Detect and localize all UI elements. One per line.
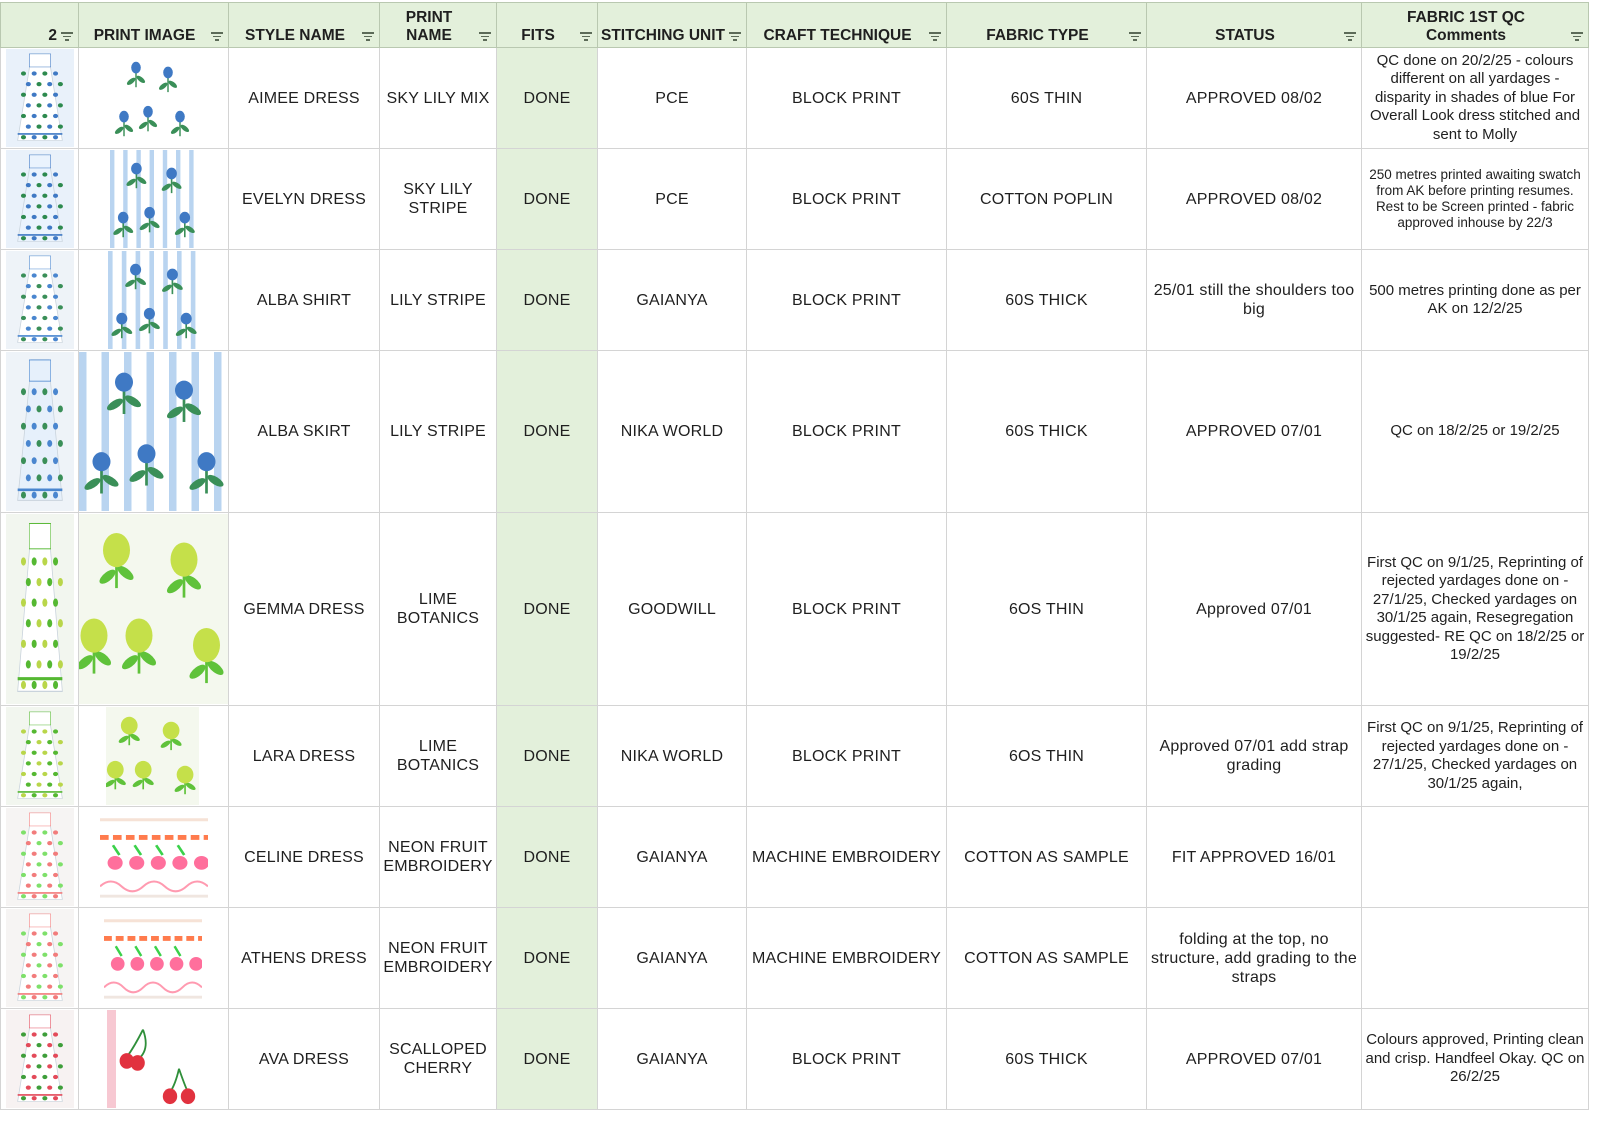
cell-craft-technique[interactable] — [747, 250, 947, 351]
header-row-number[interactable] — [1, 3, 79, 48]
qc-comment-text: 500 metres printing done as per AK on 12/2/25 — [1369, 281, 1581, 317]
status-text: folding at the top, no structure, add grading to the straps — [1151, 930, 1357, 986]
cell-craft-technique[interactable] — [747, 908, 947, 1009]
cell-dress-image[interactable] — [1, 250, 79, 351]
status-text: 25/01 still the shoulders too big — [1153, 282, 1355, 318]
fabric-type-text: COTTON AS SAMPLE — [964, 848, 1129, 866]
style-name-text: CELINE DRESS — [244, 848, 364, 866]
cell-dress-image[interactable] — [1, 513, 79, 706]
fabric-type-text: COTTON AS SAMPLE — [964, 949, 1129, 967]
cell-dress-image[interactable] — [1, 351, 79, 513]
cell-status[interactable] — [1147, 351, 1362, 513]
cell-style-name[interactable] — [229, 351, 380, 513]
cell-print-name[interactable] — [380, 908, 497, 1009]
print-swatch-image[interactable] — [112, 49, 192, 147]
cell-style-name[interactable] — [229, 513, 380, 706]
fabric-type-text: 60S THICK — [1005, 423, 1088, 440]
cell-style-name[interactable] — [229, 908, 380, 1009]
spreadsheet-grid — [0, 2, 1589, 1110]
fits-text: DONE — [523, 747, 571, 765]
status-text: APPROVED 07/01 — [1185, 423, 1323, 440]
print-swatch-image[interactable] — [100, 808, 208, 906]
header-label: STYLE NAME — [245, 27, 345, 44]
cell-style-name[interactable] — [229, 250, 380, 351]
cell-dress-image[interactable] — [1, 908, 79, 1009]
print-name-text: NEON FRUIT EMBROIDERY — [383, 940, 493, 976]
cell-craft-technique[interactable] — [747, 513, 947, 706]
print-name-text: LIME BOTANICS — [396, 591, 480, 627]
cell-fits[interactable] — [497, 1009, 598, 1110]
stitching-unit-text: PCE — [655, 190, 689, 208]
cell-craft-technique[interactable] — [747, 48, 947, 149]
cell-fits[interactable] — [497, 351, 598, 513]
print-name-text: SCALLOPED CHERRY — [389, 1041, 487, 1077]
craft-technique-text: BLOCK PRINT — [792, 747, 901, 765]
cell-qc-comments[interactable] — [1362, 1009, 1589, 1110]
craft-technique-text: BLOCK PRINT — [792, 423, 901, 440]
dress-thumbnail[interactable] — [6, 251, 74, 349]
status-text: APPROVED 07/01 — [1185, 1050, 1323, 1068]
cell-qc-comments[interactable] — [1362, 807, 1589, 908]
dress-thumbnail[interactable] — [6, 49, 74, 147]
cell-stitching-unit[interactable] — [598, 250, 747, 351]
cell-status[interactable] — [1147, 908, 1362, 1009]
cell-print-name[interactable] — [380, 1009, 497, 1110]
header-label: FABRIC TYPE — [986, 27, 1089, 44]
cell-style-name[interactable] — [229, 149, 380, 250]
header-row — [1, 3, 1589, 48]
print-swatch-image[interactable] — [108, 251, 200, 349]
cell-dress-image[interactable] — [1, 1009, 79, 1110]
stitching-unit-text: PCE — [655, 89, 689, 107]
header-label: 2 — [48, 27, 57, 44]
filter-icon[interactable] — [929, 32, 941, 41]
cell-fits[interactable] — [497, 807, 598, 908]
cell-stitching-unit[interactable] — [598, 1009, 747, 1110]
fits-text: DONE — [523, 1050, 571, 1068]
cell-print-name[interactable] — [380, 513, 497, 706]
cell-stitching-unit[interactable] — [598, 351, 747, 513]
stitching-unit-text: NIKA WORLD — [620, 747, 724, 765]
stitching-unit-text: GAIANYA — [636, 1050, 708, 1068]
fabric-type-text: COTTON POPLIN — [980, 190, 1113, 208]
cell-fabric-type[interactable] — [947, 351, 1147, 513]
print-name-text: SKY LILY MIX — [386, 89, 490, 107]
style-name-text: ALBA SKIRT — [257, 423, 351, 440]
print-swatch-image[interactable] — [104, 909, 202, 1007]
filter-icon[interactable] — [479, 32, 491, 41]
cell-status[interactable] — [1147, 513, 1362, 706]
header-fabric-type[interactable] — [947, 3, 1147, 48]
print-name-text: LIME BOTANICS — [396, 738, 480, 774]
cell-craft-technique[interactable] — [747, 1009, 947, 1110]
fits-text: DONE — [523, 848, 571, 866]
cell-craft-technique[interactable] — [747, 706, 947, 807]
cell-print-name[interactable] — [380, 48, 497, 149]
header-stitching-unit[interactable] — [598, 3, 747, 48]
header-label: PRINT NAME — [405, 9, 453, 44]
print-name-text: SKY LILY STRIPE — [403, 181, 473, 217]
print-name-text: LILY STRIPE — [390, 291, 486, 309]
fabric-type-text: 60S THICK — [1005, 1050, 1088, 1068]
cell-print-image[interactable] — [79, 351, 229, 513]
cell-fabric-type[interactable] — [947, 807, 1147, 908]
cell-fabric-type[interactable] — [947, 513, 1147, 706]
qc-comment-text: Colours approved, Printing clean and crisp. Handfeel Okay. QC on 26/2/25 — [1365, 1031, 1585, 1086]
fabric-type-text: 6OS THIN — [1008, 747, 1085, 765]
cell-qc-comments[interactable] — [1362, 706, 1589, 807]
cell-print-name[interactable] — [380, 807, 497, 908]
style-name-text: ATHENS DRESS — [241, 949, 367, 967]
cell-status[interactable] — [1147, 706, 1362, 807]
cell-status[interactable] — [1147, 48, 1362, 149]
header-label: CRAFT TECHNIQUE — [763, 27, 912, 44]
filter-icon[interactable] — [1344, 32, 1356, 41]
cell-print-image[interactable] — [79, 1009, 229, 1110]
print-swatch-image[interactable] — [107, 1010, 197, 1108]
style-name-text: LARA DRESS — [252, 747, 356, 765]
style-name-text: ALBA SHIRT — [256, 291, 352, 309]
status-text: APPROVED 08/02 — [1185, 190, 1323, 208]
print-swatch-image[interactable] — [110, 150, 198, 248]
cell-craft-technique[interactable] — [747, 149, 947, 250]
status-text: Approved 07/01 add strap grading — [1159, 738, 1349, 774]
filter-icon[interactable] — [211, 32, 223, 41]
qc-comment-text: QC done on 20/2/25 - colours different on all yardages - disparity in shades of blue For Overall Look dress stitched and sent to Molly — [1369, 51, 1581, 143]
cell-style-name[interactable] — [229, 1009, 380, 1110]
header-status[interactable] — [1147, 3, 1362, 48]
fabric-type-text: 60S THIN — [1010, 89, 1083, 107]
cell-status[interactable] — [1147, 1009, 1362, 1110]
header-fits[interactable] — [497, 3, 598, 48]
cell-fits[interactable] — [497, 48, 598, 149]
fits-text: DONE — [523, 423, 571, 440]
cell-stitching-unit[interactable] — [598, 807, 747, 908]
dress-thumbnail[interactable] — [6, 909, 74, 1007]
cell-stitching-unit[interactable] — [598, 48, 747, 149]
cell-fabric-type[interactable] — [947, 48, 1147, 149]
cell-stitching-unit[interactable] — [598, 513, 747, 706]
header-label: FITS — [521, 27, 555, 44]
style-name-text: AIMEE DRESS — [248, 89, 360, 107]
cell-dress-image[interactable] — [1, 48, 79, 149]
craft-technique-text: MACHINE EMBROIDERY — [751, 949, 942, 967]
cell-stitching-unit[interactable] — [598, 149, 747, 250]
cell-print-image[interactable] — [79, 149, 229, 250]
craft-technique-text: BLOCK PRINT — [792, 190, 901, 208]
table-row — [1, 706, 1589, 807]
table-row — [1, 908, 1589, 1009]
style-name-text: GEMMA DRESS — [243, 600, 365, 618]
qc-comment-text: First QC on 9/1/25, Reprinting of rejected yardages done on - 27/1/25, Checked yardages on 30/1/25 again, Resegregation suggested- RE QC on 18/2/25 or 19/2/25 — [1365, 553, 1585, 663]
filter-icon[interactable] — [61, 32, 73, 41]
cell-print-image[interactable] — [79, 48, 229, 149]
cell-print-image[interactable] — [79, 908, 229, 1009]
table-row — [1, 48, 1589, 149]
header-label: PRINT IMAGE — [93, 27, 196, 44]
cell-dress-image[interactable] — [1, 807, 79, 908]
cell-fabric-type[interactable] — [947, 706, 1147, 807]
header-print-name[interactable] — [380, 3, 497, 48]
cell-print-name[interactable] — [380, 351, 497, 513]
cell-fits[interactable] — [497, 908, 598, 1009]
cell-stitching-unit[interactable] — [598, 706, 747, 807]
header-label: STITCHING UNIT — [601, 27, 725, 44]
header-label: STATUS — [1215, 27, 1275, 44]
cell-style-name[interactable] — [229, 48, 380, 149]
cell-fabric-type[interactable] — [947, 1009, 1147, 1110]
cell-qc-comments[interactable] — [1362, 48, 1589, 149]
cell-print-name[interactable] — [380, 706, 497, 807]
stitching-unit-text: GAIANYA — [636, 848, 708, 866]
cell-status[interactable] — [1147, 807, 1362, 908]
cell-craft-technique[interactable] — [747, 807, 947, 908]
print-swatch-image[interactable] — [79, 352, 229, 511]
dress-thumbnail[interactable] — [6, 1010, 74, 1108]
table-row — [1, 1009, 1589, 1110]
fits-text: DONE — [523, 291, 571, 309]
craft-technique-text: BLOCK PRINT — [792, 89, 901, 107]
fabric-type-text: 6OS THIN — [1008, 600, 1085, 618]
stitching-unit-text: GOODWILL — [628, 600, 716, 618]
cell-print-image[interactable] — [79, 807, 229, 908]
status-text: APPROVED 08/02 — [1185, 89, 1323, 107]
cell-craft-technique[interactable] — [747, 351, 947, 513]
craft-technique-text: BLOCK PRINT — [792, 1050, 901, 1068]
stitching-unit-text: GAIANYA — [636, 949, 708, 967]
status-text: FIT APPROVED 16/01 — [1171, 848, 1337, 866]
cell-stitching-unit[interactable] — [598, 908, 747, 1009]
craft-technique-text: MACHINE EMBROIDERY — [751, 848, 942, 866]
fits-text: DONE — [523, 190, 571, 208]
print-name-text: LILY STRIPE — [390, 423, 486, 440]
header-print-image[interactable] — [79, 3, 229, 48]
cell-qc-comments[interactable] — [1362, 149, 1589, 250]
qc-comment-text: First QC on 9/1/25, Reprinting of rejected yardages done on - 27/1/25, Checked yardages on 30/1/25 again, — [1367, 719, 1583, 792]
fits-text: DONE — [523, 600, 571, 618]
filter-icon[interactable] — [729, 32, 741, 41]
cell-dress-image[interactable] — [1, 149, 79, 250]
stitching-unit-text: GAIANYA — [636, 291, 708, 309]
filter-icon[interactable] — [362, 32, 374, 41]
qc-comment-text: QC on 18/2/25 or 19/2/25 — [1390, 422, 1560, 440]
print-swatch-image[interactable] — [106, 707, 199, 805]
dress-thumbnail[interactable] — [6, 707, 74, 805]
header-craft-technique[interactable] — [747, 3, 947, 48]
craft-technique-text: BLOCK PRINT — [792, 291, 901, 309]
cell-fits[interactable] — [497, 513, 598, 706]
table-row — [1, 513, 1589, 706]
cell-print-name[interactable] — [380, 250, 497, 351]
cell-fabric-type[interactable] — [947, 149, 1147, 250]
print-swatch-image[interactable] — [79, 514, 229, 704]
style-name-text: AVA DRESS — [258, 1050, 350, 1068]
style-name-text: EVELYN DRESS — [242, 190, 366, 208]
cell-dress-image[interactable] — [1, 706, 79, 807]
header-style-name[interactable] — [229, 3, 380, 48]
cell-fits[interactable] — [497, 149, 598, 250]
cell-qc-comments[interactable] — [1362, 908, 1589, 1009]
qc-comment-text: 250 metres printed awaiting swatch from AK before printing resumes. Rest to be Screen printed - fabric approved inhouse by 22/3 — [1369, 167, 1581, 230]
dress-thumbnail[interactable] — [6, 808, 74, 906]
dress-thumbnail[interactable] — [6, 150, 74, 248]
stitching-unit-text: NIKA WORLD — [620, 423, 724, 440]
cell-print-image[interactable] — [79, 513, 229, 706]
cell-fabric-type[interactable] — [947, 908, 1147, 1009]
craft-technique-text: BLOCK PRINT — [792, 600, 901, 618]
filter-icon[interactable] — [1129, 32, 1141, 41]
cell-qc-comments[interactable] — [1362, 351, 1589, 513]
cell-qc-comments[interactable] — [1362, 513, 1589, 706]
cell-fits[interactable] — [497, 706, 598, 807]
fits-text: DONE — [523, 89, 571, 107]
cell-status[interactable] — [1147, 250, 1362, 351]
table-row — [1, 807, 1589, 908]
cell-fits[interactable] — [497, 250, 598, 351]
header-fabric-qc-comments[interactable] — [1362, 3, 1589, 48]
cell-fabric-type[interactable] — [947, 250, 1147, 351]
header-label: FABRIC 1ST QC Comments — [1407, 9, 1525, 44]
table-row — [1, 351, 1589, 513]
fits-text: DONE — [523, 949, 571, 967]
cell-print-name[interactable] — [380, 149, 497, 250]
cell-status[interactable] — [1147, 149, 1362, 250]
dress-thumbnail[interactable] — [6, 514, 74, 704]
dress-thumbnail[interactable] — [6, 352, 74, 511]
fabric-type-text: 60S THICK — [1005, 291, 1088, 309]
cell-qc-comments[interactable] — [1362, 250, 1589, 351]
cell-style-name[interactable] — [229, 706, 380, 807]
print-name-text: NEON FRUIT EMBROIDERY — [383, 839, 493, 875]
cell-print-image[interactable] — [79, 706, 229, 807]
filter-icon[interactable] — [1571, 32, 1583, 41]
table-row — [1, 149, 1589, 250]
cell-print-image[interactable] — [79, 250, 229, 351]
table-row — [1, 250, 1589, 351]
filter-icon[interactable] — [580, 32, 592, 41]
status-text: Approved 07/01 — [1196, 600, 1312, 618]
cell-style-name[interactable] — [229, 807, 380, 908]
